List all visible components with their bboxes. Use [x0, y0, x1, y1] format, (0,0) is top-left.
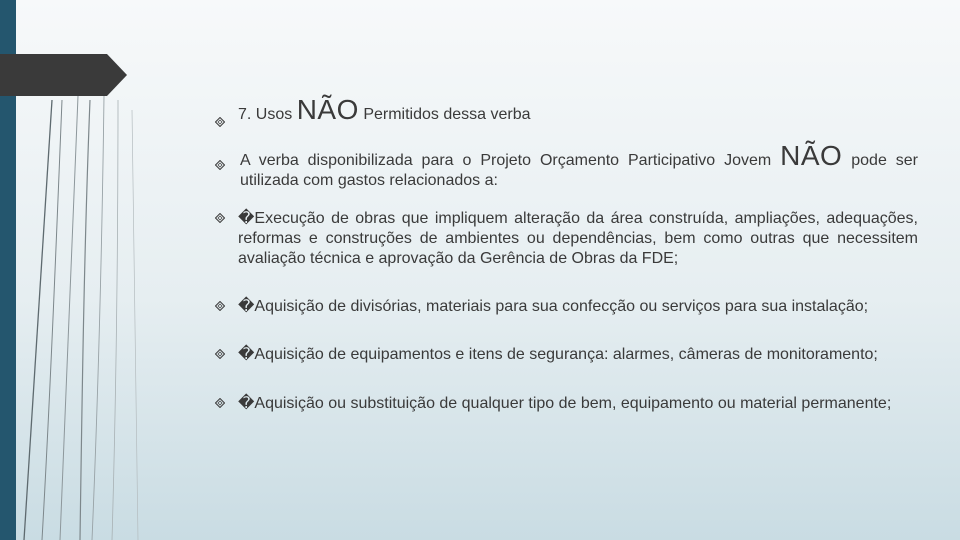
header-tab-shape — [0, 54, 127, 96]
diamond-bullet-icon — [215, 160, 225, 170]
list-item-seguranca — [215, 345, 918, 365]
diamond-bullet-icon — [215, 398, 225, 408]
item-text: �Aquisição ou substituição de qualquer tipo de bem, equipamento ou material permanente; — [238, 395, 892, 412]
item-text: �Aquisição de equipamentos e itens de segurança: alarmes, câmeras de monitoramento; — [238, 346, 878, 363]
diamond-bullet-icon — [215, 349, 225, 359]
item-post: Permitidos dessa verba — [358, 106, 531, 123]
list-item-verba — [215, 140, 918, 191]
list-item-permanente — [215, 394, 918, 414]
item-emphasis: NÃO — [296, 94, 359, 125]
item-emphasis: NÃO — [780, 140, 843, 171]
item-text: �Aquisição de divisórias, materiais para sua confecção ou serviços para sua instalação; — [238, 298, 869, 315]
diamond-bullet-icon — [215, 117, 225, 127]
diamond-bullet-icon — [215, 213, 225, 223]
list-item-divisorias — [215, 297, 918, 317]
list-item-execucao — [215, 209, 918, 269]
item-pre: A verba disponibilizada para o Projeto Orçamento Participativo Jovem — [240, 152, 781, 169]
item-pre: 7. Usos — [238, 106, 297, 123]
item-post: pode ser utilizada com gastos relacionados a: — [240, 152, 918, 189]
item-text: �Execução de obras que impliquem alteração da área construída, ampliações, adequações, reformas e construções de ambientes ou dependências, bem como outras que necessitem avaliação técnica e aprovação da Gerência de Obras da FDE; — [238, 210, 918, 267]
item-text — [238, 94, 918, 125]
list-item-usos — [215, 94, 918, 125]
item-text — [238, 140, 918, 191]
diamond-bullet-icon — [215, 301, 225, 311]
